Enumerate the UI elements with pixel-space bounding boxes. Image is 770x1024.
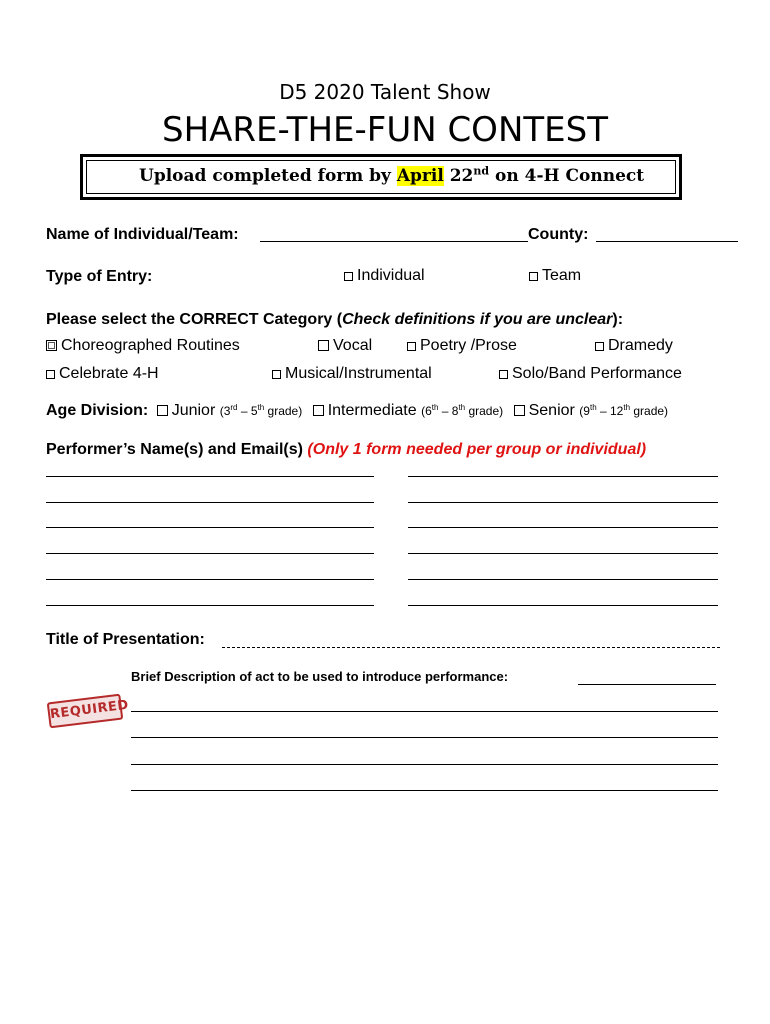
age-division-label: Age Division:	[46, 402, 149, 419]
category-vocal-option[interactable]	[318, 337, 372, 355]
description-label: Brief Description of act to be used to introduce performance:	[131, 669, 509, 684]
performer-line-left[interactable]	[46, 502, 374, 503]
category-choreographed-option[interactable]	[46, 337, 240, 355]
performer-line-left[interactable]	[46, 579, 374, 580]
entry-team-option[interactable]	[529, 267, 581, 285]
description-line[interactable]	[131, 737, 718, 738]
performers-heading	[46, 441, 646, 459]
description-line[interactable]	[131, 711, 718, 712]
contest-title: SHARE-THE-FUN CONTEST	[162, 110, 608, 150]
upload-banner	[80, 154, 682, 200]
category-label: Musical/Instrumental	[285, 365, 432, 382]
description-line[interactable]	[131, 764, 718, 765]
entry-type-label: Type of Entry:	[46, 268, 153, 285]
checkbox-icon[interactable]	[157, 405, 168, 416]
category-prompt: Please select the CORRECT Category (Check definitions if you are unclear):	[46, 311, 624, 328]
category-label: Celebrate 4-H	[59, 365, 159, 382]
description-line[interactable]	[131, 790, 718, 791]
performer-line-left[interactable]	[46, 605, 374, 606]
required-stamp-text: REQUIRED	[49, 697, 130, 723]
category-poetry-option[interactable]	[407, 337, 517, 355]
banner-deadline-day: 22	[443, 166, 474, 186]
banner-deadline-month: April	[396, 166, 444, 186]
presentation-title-label: Title of Presentation:	[46, 631, 205, 648]
checkbox-icon[interactable]	[46, 340, 57, 351]
performer-line-right[interactable]	[408, 605, 718, 606]
performer-line-right[interactable]	[408, 476, 718, 477]
banner-text-pre: Upload completed form by	[139, 166, 397, 186]
checkbox-icon[interactable]	[272, 370, 281, 379]
category-label: Solo/Band Performance	[512, 365, 682, 382]
performer-line-right[interactable]	[408, 553, 718, 554]
category-musical-option[interactable]	[272, 365, 432, 383]
performer-line-left[interactable]	[46, 553, 374, 554]
checkbox-icon[interactable]	[514, 405, 525, 416]
entry-individual-option[interactable]	[344, 267, 425, 285]
category-celebrate-option[interactable]	[46, 365, 159, 383]
required-stamp	[47, 694, 130, 729]
category-label: Dramedy	[608, 337, 673, 354]
banner-deadline-suffix: nd	[473, 164, 490, 178]
performers-note: (Only 1 form needed per group or individual)	[307, 441, 647, 458]
checkbox-icon[interactable]	[318, 340, 329, 351]
category-dramedy-option[interactable]	[595, 337, 673, 355]
checkbox-icon[interactable]	[595, 342, 604, 351]
checkbox-icon[interactable]	[344, 272, 353, 281]
event-subtitle: D5 2020 Talent Show	[279, 80, 491, 104]
checkbox-icon[interactable]	[499, 370, 508, 379]
performer-line-left[interactable]	[46, 527, 374, 528]
age-junior-option[interactable]: Junior (3rd – 5th grade)	[157, 402, 303, 419]
checkbox-icon[interactable]	[313, 405, 324, 416]
presentation-title-field[interactable]	[222, 647, 720, 648]
checkbox-icon[interactable]	[407, 342, 416, 351]
name-field[interactable]	[260, 241, 528, 242]
category-label: Choreographed Routines	[61, 337, 240, 354]
checkbox-icon[interactable]	[529, 272, 538, 281]
performers-label: Performer’s Name(s) and Email(s)	[46, 441, 308, 458]
age-intermediate-option[interactable]: Intermediate (6th – 8th grade)	[313, 402, 503, 419]
age-senior-option[interactable]: Senior (9th – 12th grade)	[514, 402, 668, 419]
age-division-row	[46, 402, 668, 420]
entry-team-label: Team	[542, 267, 582, 284]
checkbox-icon[interactable]	[46, 370, 55, 379]
category-label: Poetry /Prose	[420, 337, 517, 354]
performer-line-right[interactable]	[408, 579, 718, 580]
banner-text-post: on 4-H Connect	[489, 166, 645, 186]
performer-line-right[interactable]	[408, 527, 718, 528]
category-solo-band-option[interactable]	[499, 365, 682, 383]
category-prompt-italic: Check definitions if you are unclear	[342, 311, 613, 328]
county-label: County:	[528, 226, 589, 243]
performer-line-left[interactable]	[46, 476, 374, 477]
description-field[interactable]	[578, 684, 716, 685]
performer-line-right[interactable]	[408, 502, 718, 503]
entry-individual-label: Individual	[357, 267, 425, 284]
name-label: Name of Individual/Team:	[46, 226, 239, 243]
category-label: Vocal	[333, 337, 373, 354]
county-field[interactable]	[596, 241, 738, 242]
